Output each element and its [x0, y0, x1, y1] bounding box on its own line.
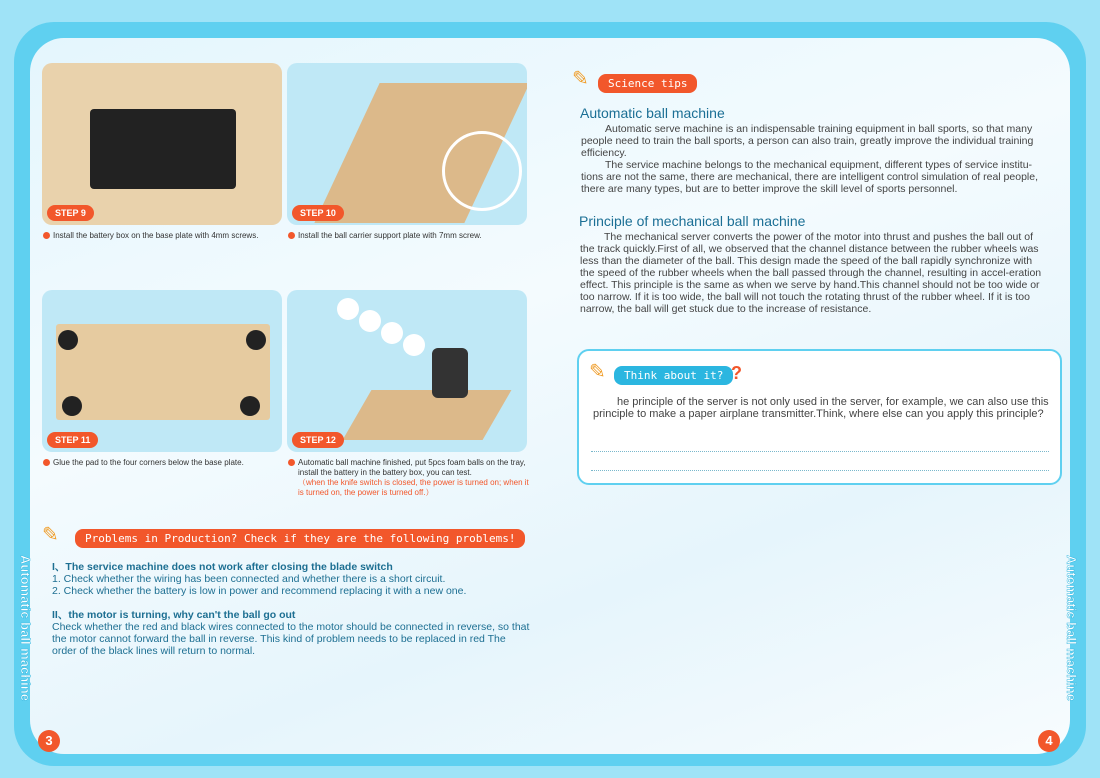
page-number-right: 4 [1038, 730, 1060, 752]
problem-2: II、the motor is turning, why can't the ball go out Check whether the red and black wires connected to the motor should be connected in reverse, so that the motor cannot forward the ball in reverse. This kind of problem needs to be replaced in red The order of the black lines will return to normal. [52, 609, 530, 657]
problems-banner: Problems in Production? Check if they are the following problems! [75, 529, 525, 548]
pencil-icon: ✎ [572, 68, 589, 90]
step11-photo [42, 290, 282, 452]
step10-photo [287, 63, 527, 225]
step-badge: STEP 12 [292, 432, 344, 448]
question-mark-icon: ? [731, 363, 742, 383]
step12-caption: Automatic ball machine finished, put 5pcs foam balls on the tray, install the battery in the battery box, you can test. （when the knife switch is closed, the power is turned on; when it is turned on, the power is turned off.） [288, 458, 533, 498]
side-title-left: Automatic ball machine [18, 555, 33, 701]
step10-caption: Install the ball carrier support plate with 7mm screw. [288, 231, 533, 241]
side-title-right: Automatic ball machine [1064, 555, 1079, 701]
step9-photo [42, 63, 282, 225]
science-body-2: The mechanical server converts the power of the motor into thrust and pushes the ball out of the track quickly.First of all, we observed that the channel distance between the rubber wheels was less than the diameter of the ball. This design made the speed of the ball rapidly synchronize with the speed of the rubber wheels when the ball passed through the channel, resulting in accel-eration effect. This principle is the same as when we serve by hand.This channel should not be too wide or too narrow. If it is too wide, the ball will not touch the rotating thrust of the rubber wheel. If it is too narrow, the ball will get stuck due to the increase of resistance. [580, 231, 1042, 315]
answer-line[interactable] [591, 470, 1049, 471]
science-tips-banner: Science tips [598, 74, 697, 93]
step12-photo [287, 290, 527, 452]
think-text: he principle of the server is not only used in the server, for example, we can also use this principle to make a paper airplane transmitter.Think, where else can you apply this principle? [593, 396, 1049, 420]
answer-line[interactable] [591, 451, 1049, 452]
step-badge: STEP 10 [292, 205, 344, 221]
step9-caption: Install the battery box on the base plate with 4mm screws. [43, 231, 288, 241]
section-title: Principle of mechanical ball machine [579, 213, 806, 229]
pencil-icon: ✎ [589, 361, 606, 383]
think-banner: Think about it? [614, 366, 733, 385]
page-number-left: 3 [38, 730, 60, 752]
science-body-1: Automatic serve machine is an indispensable training equipment in ball sports, so that many people need to train the ball sports, a person can also train, greatly improve the individual training efficiency. The service machine belongs to the mechanical equipment, different types of service institu-tions are not the same, there are mechanical, there are intelligent control simulation of real people, there are many types, but are to better improve the skill level of sports personnel. [581, 123, 1039, 195]
section-title: Automatic ball machine [580, 105, 725, 121]
pencil-icon: ✎ [42, 524, 59, 546]
step-badge: STEP 9 [47, 205, 94, 221]
step-badge: STEP 11 [47, 432, 98, 448]
step11-caption: Glue the pad to the four corners below the base plate. [43, 458, 288, 468]
think-box [577, 349, 1062, 485]
problem-1: I、The service machine does not work after closing the blade switch 1. Check whether the wiring has been connected and whether there is a short circuit. 2. Check whether the battery is low in power and recommend replacing it with a new one. [52, 561, 467, 597]
